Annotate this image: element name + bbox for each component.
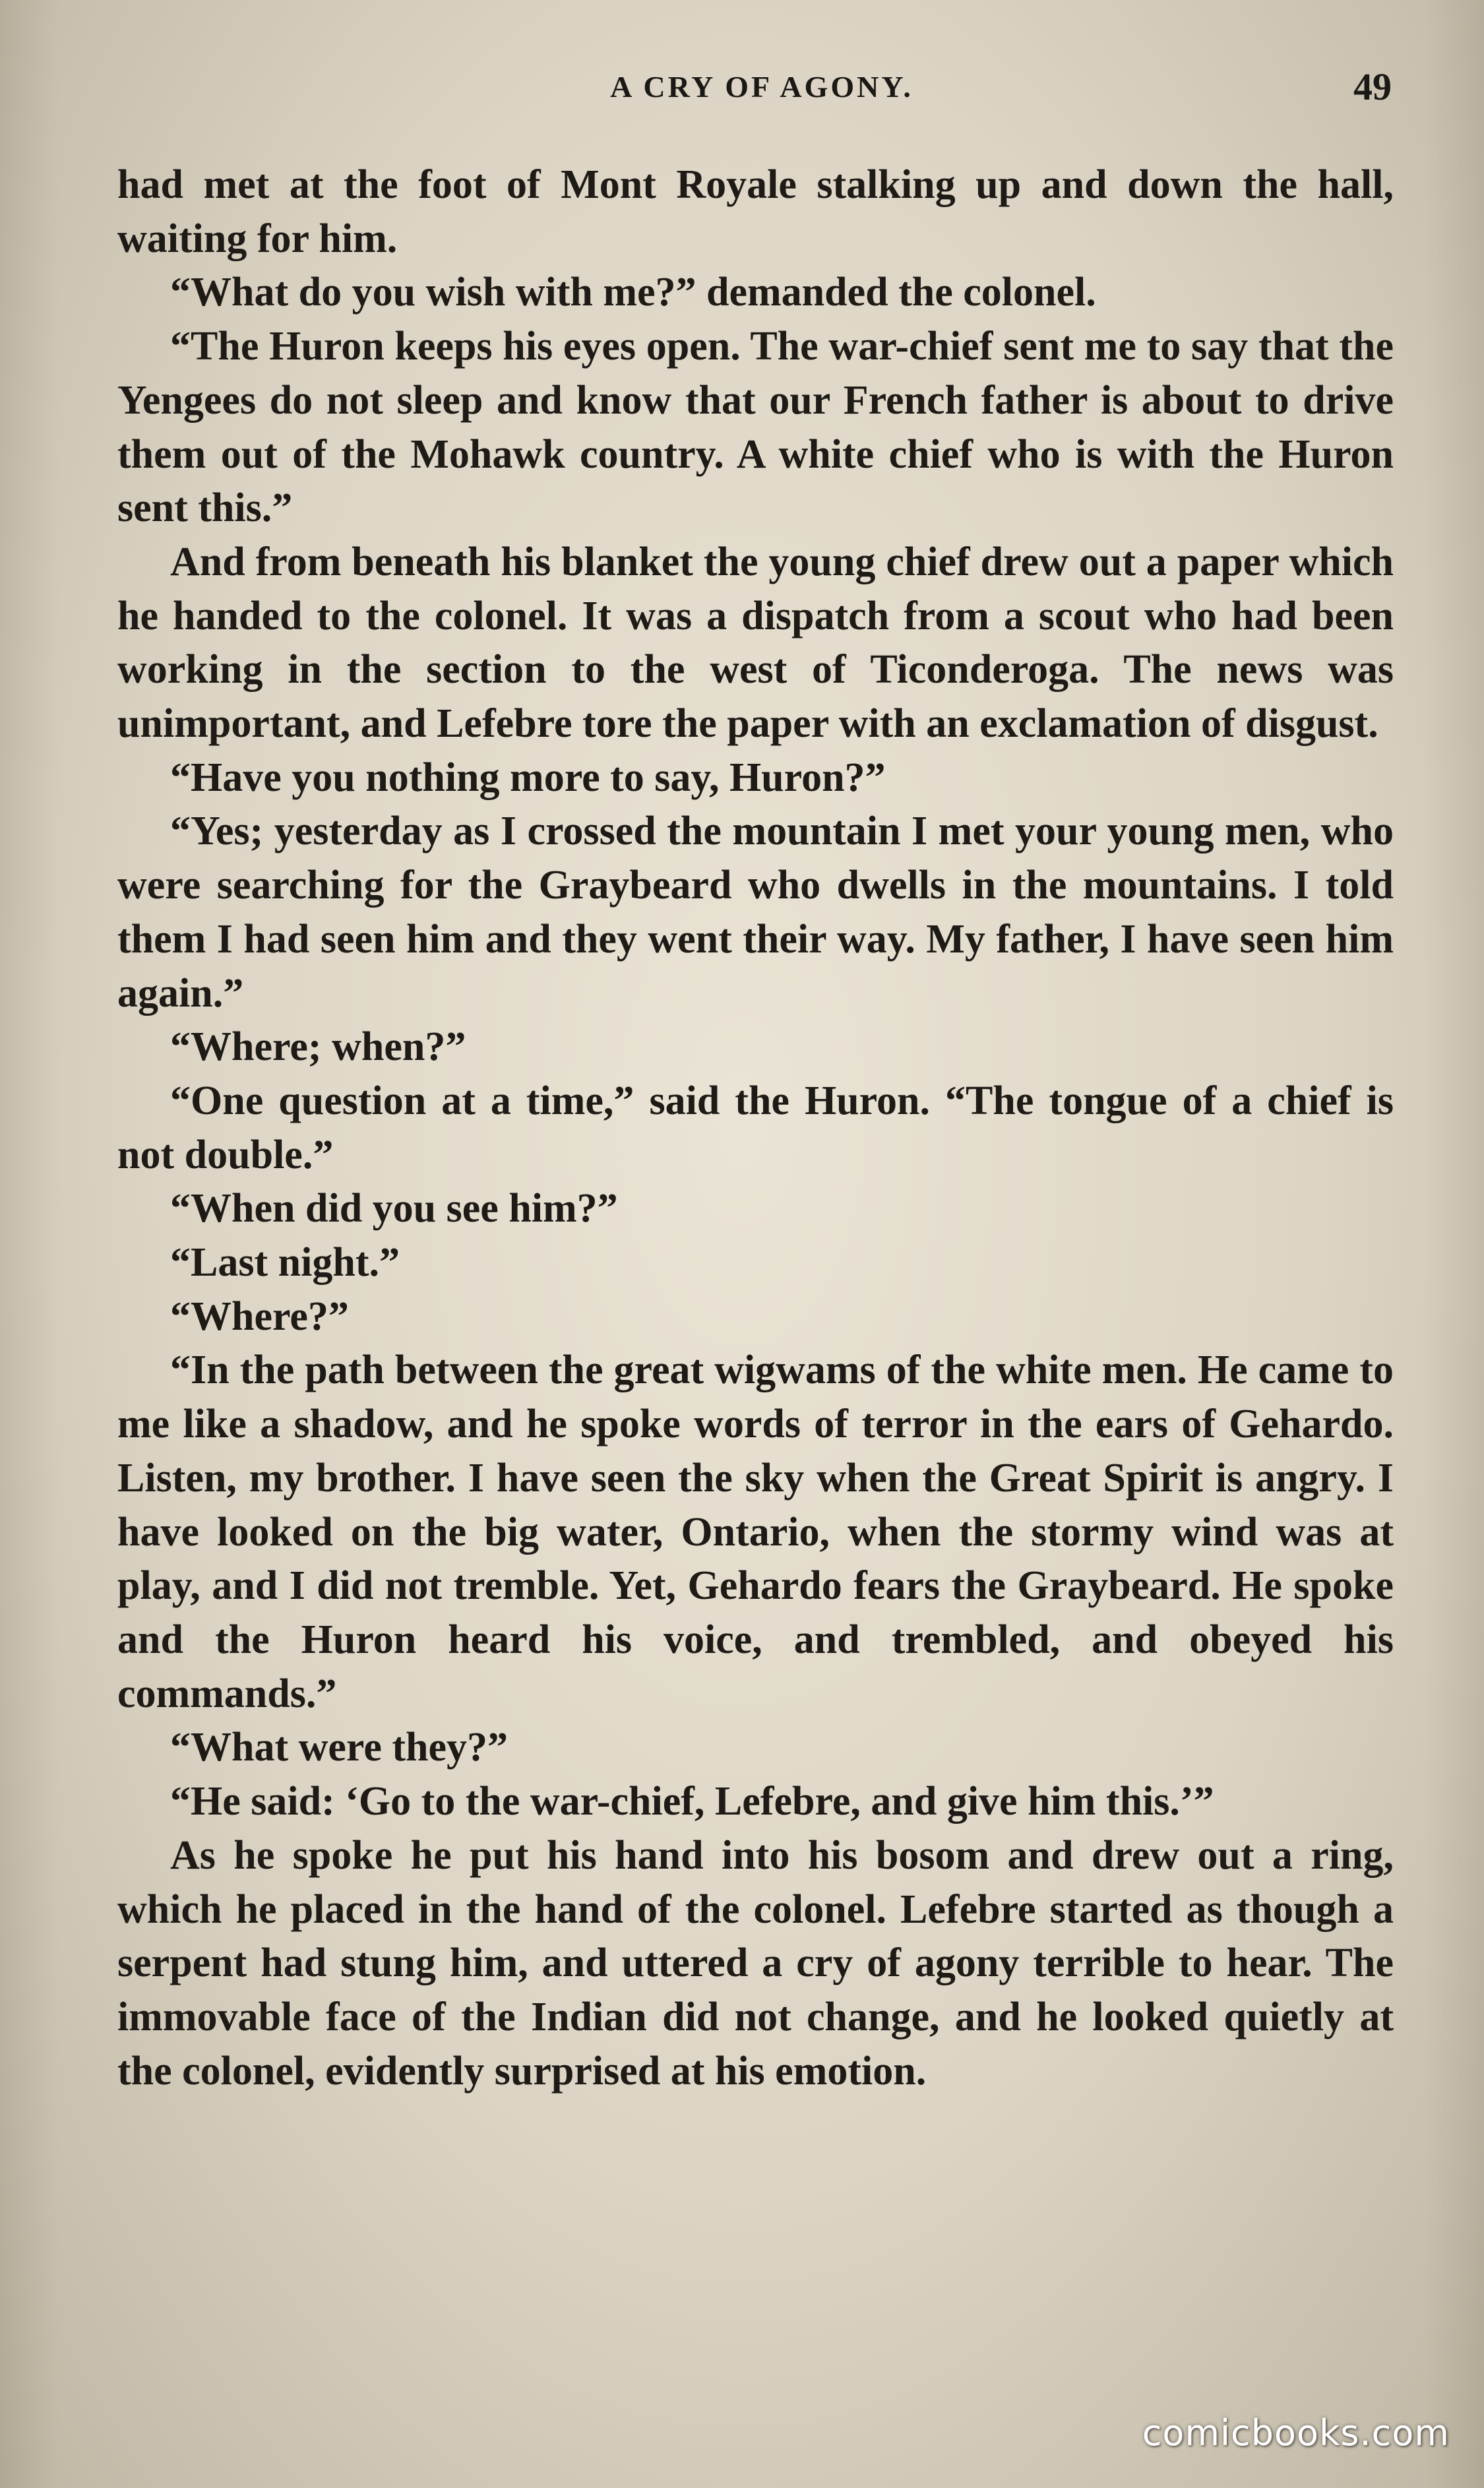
paragraph: had met at the foot of Mont Royale stalking up and down the hall, waiting for him.	[117, 162, 1394, 261]
paragraph: “What do you wish with me?” demanded the colonel.	[170, 270, 1096, 315]
paragraph: “Have you nothing more to say, Huron?”	[170, 755, 886, 800]
paragraph: “Yes; yesterday as I crossed the mountain I met your young men, who were searching for the Graybeard who dwells in the mountains. I told them I had seen him and they went their way. My father, I have seen him again.”	[117, 809, 1394, 1016]
paragraph: “The Huron keeps his eyes open. The war-chief sent me to say that the Yengees do not sleep and know that our French father is about to drive them out of the Mohawk country. A white chief who is with the Huron sent this.”	[117, 324, 1394, 531]
paragraph: “What were they?”	[170, 1725, 508, 1770]
paragraph: And from beneath his blanket the young chief drew out a paper which he handed to the colonel. It was a dispatch from a scout who had been working in the section to the west of Ticonderoga. The news was unimportant, and Lefebre tore the paper with an exclamation of disgust.	[117, 539, 1394, 747]
running-head: A CRY OF AGONY.	[610, 70, 913, 104]
body-text	[117, 158, 1394, 2098]
page-number: 49	[1353, 65, 1392, 108]
paragraph: “When did you see him?”	[170, 1186, 618, 1231]
site-watermark: comicbooks.com	[1142, 2412, 1450, 2454]
paragraph: “In the path between the great wigwams of the white men. He came to me like a shadow, and he spoke words of terror in the ears of Gehardo. Listen, my brother. I have seen the sky when the Great Spirit is angry. I have looked on the big water, Ontario, when the stormy wind was at play, and I did not tremble. Yet, Gehardo fears the Graybeard. He spoke and the Huron heard his voice, and trembled, and obeyed his commands.”	[117, 1348, 1394, 1716]
paragraph: As he spoke he put his hand into his bosom and drew out a ring, which he placed in the hand of the colonel. Lefebre started as though a serpent had stung him, and uttered a cry of agony terrible to hear. The immovable face of the Indian did not change, and he looked quietly at the colonel, evidently surprised at his emotion.	[117, 1832, 1394, 2094]
paragraph: “One question at a time,” said the Huron. “The tongue of a chief is not double.”	[117, 1078, 1394, 1177]
paragraph: “Last night.”	[170, 1240, 400, 1286]
paragraph: “Where; when?”	[170, 1024, 466, 1070]
paragraph: “He said: ‘Go to the war-chief, Lefebre, and give him this.’”	[170, 1779, 1214, 1824]
paragraph: “Where?”	[170, 1293, 349, 1339]
page-header	[119, 61, 1405, 113]
